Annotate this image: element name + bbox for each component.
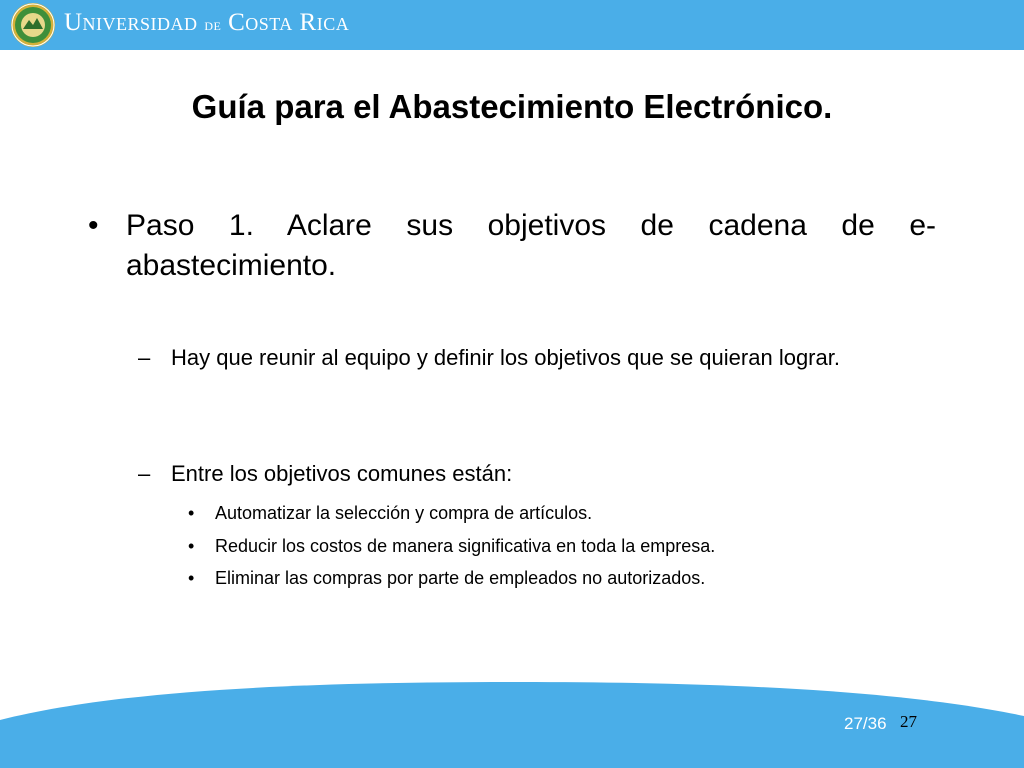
brand-word-1: Universidad <box>64 9 198 36</box>
list-item: Eliminar las compras por parte de empleados no autorizados. <box>215 568 706 588</box>
small-bullet-marker: • <box>188 568 195 588</box>
page-counter: 27/36 <box>844 714 887 733</box>
sub-point-1: Hay que reunir al equipo y definir los objetivos que se quieran lograr. <box>171 345 840 370</box>
small-bullet-marker: • <box>188 503 195 523</box>
bullet-main: Paso 1. Aclare sus objetivos de cadena de e-abastecimiento. <box>126 209 936 282</box>
list-item: Automatizar la selección y compra de artículos. <box>215 503 593 523</box>
bullet-marker: • <box>88 209 99 242</box>
list-item: Reducir los costos de manera significativa en toda la empresa. <box>215 536 716 556</box>
page-number: 27 <box>900 712 917 731</box>
dash-marker: – <box>138 461 151 486</box>
dash-marker: – <box>138 345 151 370</box>
sub-point-2: Entre los objetivos comunes están: <box>171 461 513 486</box>
brand-word-3: Costa Rica <box>228 9 350 36</box>
slide-title: Guía para el Abastecimiento Electrónico. <box>191 88 833 125</box>
brand-word-2: de <box>204 15 222 34</box>
small-bullet-marker: • <box>188 536 195 556</box>
